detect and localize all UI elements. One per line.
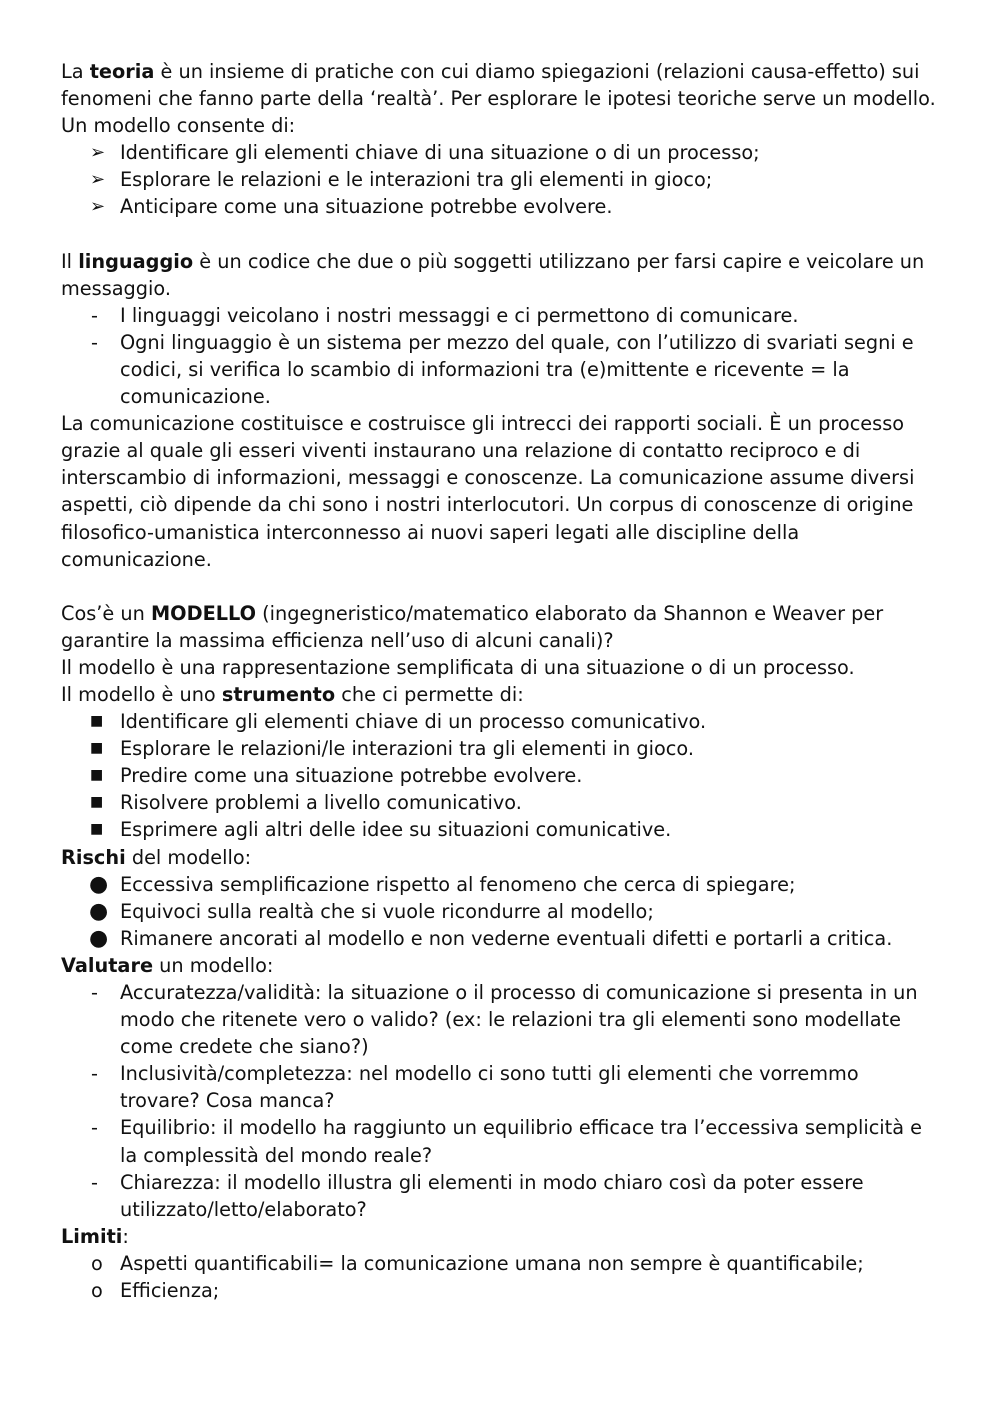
list-item: [61, 193, 938, 220]
list-item: [61, 1277, 938, 1304]
list-item: [61, 1169, 938, 1223]
list-item-text: Esplorare le relazioni/le interazioni tra gli elementi in gioco.: [120, 737, 694, 761]
list-rischi: [61, 871, 938, 952]
list-item-text: I linguaggi veicolano i nostri messaggi e ci permettono di comunicare.: [120, 303, 799, 327]
list-item: [61, 166, 938, 193]
text: (ingegneristico/matematico elaborato da Shannon e Weaver per garantire la massima efficienza nell’uso di alcuni canali)?: [61, 601, 884, 652]
paragraph-valutare: [61, 952, 938, 979]
list-item: [61, 735, 938, 762]
list-item: [61, 816, 938, 843]
list-item: [61, 789, 938, 816]
list-item: [61, 762, 938, 789]
list-item-text: Equivoci sulla realtà che si vuole ricondurre al modello;: [120, 899, 654, 923]
paragraph-rappresentazione: Il modello è una rappresentazione semplificata di una situazione o di un processo.: [61, 655, 855, 679]
dash-bullet-icon: -: [91, 1170, 98, 1194]
list-item-text: Inclusività/completezza: nel modello ci sono tutti gli elementi che vorremmo trovare? Cosa manca?: [120, 1062, 859, 1113]
list-modello-consente: [61, 139, 938, 220]
bold-term-linguaggio: linguaggio: [78, 249, 194, 273]
arrow-bullet-icon: ➢: [90, 142, 106, 164]
list-item-text: Esprimere agli altri delle idee su situazioni comunicative.: [120, 818, 672, 842]
list-item: [61, 1060, 938, 1114]
list-item: [61, 302, 938, 329]
list-strumento: [61, 708, 938, 843]
dot-bullet-icon: ●: [89, 925, 109, 951]
list-item-text: Anticipare come una situazione potrebbe evolvere.: [120, 195, 613, 219]
text: un modello:: [153, 953, 274, 977]
text: Il: [61, 249, 79, 273]
square-bullet-icon: ■: [90, 794, 104, 811]
list-item-text: Accuratezza/validità: la situazione o il processo di comunicazione si presenta in un modo che ritenete vero o valido? (ex: le relazioni tra gli elementi sono modellate come credete che siano?): [120, 981, 918, 1059]
paragraph-cos-e-modello: [61, 600, 938, 654]
list-item: [61, 708, 938, 735]
square-bullet-icon: ■: [90, 740, 104, 757]
dot-bullet-icon: ●: [89, 871, 109, 897]
dash-bullet-icon: -: [91, 1062, 98, 1086]
square-bullet-icon: ■: [90, 821, 104, 838]
list-item-text: Identificare gli elementi chiave di un processo comunicativo.: [120, 710, 707, 734]
list-valutare: [61, 979, 938, 1223]
circle-bullet-icon: o: [91, 1279, 103, 1303]
text: che ci permette di:: [335, 682, 524, 706]
text: La: [61, 60, 90, 83]
text: del modello:: [125, 845, 252, 869]
list-item-text: Risolvere problemi a livello comunicativo.: [120, 791, 522, 815]
paragraph-gap: [61, 573, 938, 600]
arrow-bullet-icon: ➢: [90, 196, 106, 218]
list-item-text: Esplorare le relazioni e le interazioni tra gli elementi in gioco;: [120, 168, 713, 192]
bold-term-strumento: strumento: [221, 682, 336, 706]
dash-bullet-icon: -: [91, 981, 98, 1004]
arrow-bullet-icon: ➢: [90, 169, 106, 191]
square-bullet-icon: ■: [90, 767, 104, 784]
dash-bullet-icon: -: [91, 1116, 98, 1140]
list-item-text: Rimanere ancorati al modello e non vederne eventuali difetti e portarli a critica.: [120, 926, 893, 950]
paragraph-strumento: [61, 681, 938, 708]
paragraph-teoria: [61, 58, 938, 112]
dot-bullet-icon: ●: [89, 898, 109, 924]
text: è un insieme di pratiche con cui diamo spiegazioni (relazioni causa-effetto) sui fenomeni che fanno parte della ‘realtà’. Per esplorare le ipotesi teoriche serve un modello.: [61, 60, 936, 111]
text: Il modello è uno: [61, 682, 222, 706]
list-item-text: Chiarezza: il modello illustra gli elementi in modo chiaro così da poter essere utilizzato/letto/elaborato?: [120, 1170, 864, 1221]
list-item-text: Efficienza;: [120, 1279, 220, 1303]
list-item-text: Predire come una situazione potrebbe evolvere.: [120, 764, 583, 788]
bold-term-modello: MODELLO: [151, 601, 257, 625]
dash-bullet-icon: -: [91, 330, 98, 354]
list-item: [61, 925, 938, 952]
circle-bullet-icon: o: [91, 1251, 103, 1275]
list-item-text: Aspetti quantificabili= la comunicazione umana non sempre è quantificabile;: [120, 1251, 864, 1275]
square-bullet-icon: ■: [90, 713, 104, 730]
list-item: [61, 139, 938, 166]
list-item: [61, 898, 938, 925]
paragraph-gap: [61, 221, 938, 248]
text: :: [122, 1224, 129, 1248]
paragraph-comunicazione: La comunicazione costituisce e costruisce gli intrecci dei rapporti sociali. È un processo grazie al quale gli esseri viventi instaurano una relazione di contatto reciproco e di interscambio di informazioni, messaggi e conoscenze. La comunicazione assume diversi aspetti, ciò dipende da chi sono i nostri interlocutori. Un corpus di conoscenze di origine filosofico-umanistica interconnesso ai nuovi saperi legati alle discipline della comunicazione.: [61, 412, 915, 571]
list-item: [61, 1250, 938, 1277]
list-item: [61, 979, 938, 1060]
list-item-text: Eccessiva semplificazione rispetto al fenomeno che cerca di spiegare;: [120, 872, 796, 896]
paragraph-limiti: [61, 1223, 938, 1250]
list-limiti: [61, 1250, 938, 1304]
paragraph-modello-consente: Un modello consente di:: [61, 114, 296, 138]
text: è un codice che due o più soggetti utilizzano per farsi capire e veicolare un messaggio.: [61, 249, 925, 300]
bold-term-teoria: teoria: [89, 60, 155, 83]
list-item-text: Equilibrio: il modello ha raggiunto un equilibrio efficace tra l’eccessiva semplicità e la complessità del mondo reale?: [120, 1116, 923, 1167]
list-item: [61, 329, 938, 410]
list-item-text: Identificare gli elementi chiave di una situazione o di un processo;: [120, 141, 760, 165]
paragraph-linguaggio: [61, 248, 938, 302]
list-linguaggi: [61, 302, 938, 410]
dash-bullet-icon: -: [91, 303, 98, 327]
text: Cos’è un: [61, 601, 151, 625]
paragraph-rischi: [61, 844, 938, 871]
bold-term-limiti: Limiti: [61, 1224, 123, 1248]
bold-term-rischi: Rischi: [61, 845, 126, 869]
bold-term-valutare: Valutare: [61, 953, 154, 977]
list-item-text: Ogni linguaggio è un sistema per mezzo del quale, con l’utilizzo di svariati segni e codici, si verifica lo scambio di informazioni tra (e)mittente e ricevente = la comunicazione.: [120, 330, 914, 409]
list-item: [61, 871, 938, 898]
list-item: [61, 1114, 938, 1168]
